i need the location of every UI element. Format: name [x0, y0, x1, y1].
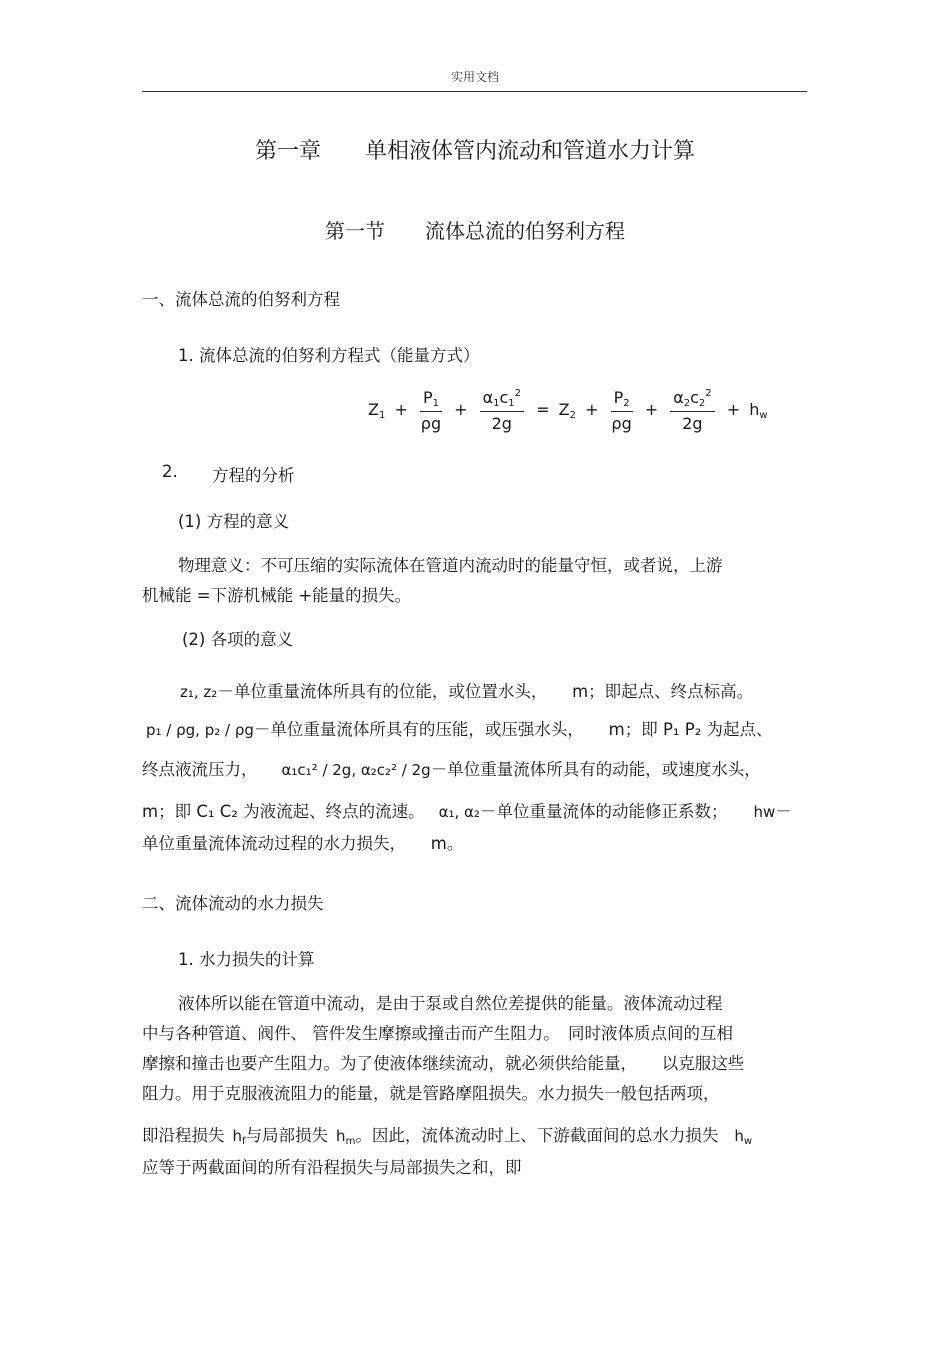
- page-header: 实用文档: [450, 70, 499, 84]
- heading-hydraulic-loss: 二、流体流动的水力损失: [142, 894, 324, 913]
- bernoulli-equation: [368, 388, 768, 433]
- eq-plus: +: [644, 400, 659, 419]
- eq-plus: +: [726, 400, 741, 419]
- eq-z1: $Z_1$: [368, 400, 386, 421]
- term-pressure: p₁ / ρg, p₂ / ρg－单位重量流体所具有的压能，或压强水头， m；即 P₁ P₂ 为起点、: [146, 720, 773, 739]
- symbol-hf: $h_f$: [232, 1127, 246, 1147]
- item-loss-calc: 1. 水力损失的计算: [178, 950, 315, 969]
- eq-plus: +: [394, 400, 408, 419]
- chapter-title: 第一章 单相液体管内流动和管道水力计算: [254, 139, 695, 164]
- eq-head-loss: $h_w$: [749, 400, 768, 421]
- physical-meaning-line-2: 机械能 =下游机械能 +能量的损失。: [142, 586, 412, 605]
- physical-meaning-line-1: 物理意义：不可压缩的实际流体在管道内流动时的能量守恒，或者说，上游: [178, 556, 723, 575]
- item-analysis-number: 2.: [162, 462, 178, 481]
- heading-bernoulli: 一、流体总流的伯努利方程: [142, 290, 340, 309]
- term-elevation: z₁, z₂－单位重量流体所具有的位能，或位置水头， m；即起点、终点标高。: [180, 682, 754, 701]
- sub-terms: (2) 各项的意义: [182, 630, 294, 649]
- eq-velocity-1: $\frac{\alpha_1c_1^2}{2g}$: [480, 388, 524, 433]
- symbol-hw: $h_w$: [734, 1127, 753, 1147]
- header-rule: [142, 91, 807, 92]
- eq-pressure-1: $\frac{P_1}{\rho g}$: [420, 388, 442, 433]
- eq-velocity-2: $\frac{\alpha_2c_2^2}{2g}$: [670, 388, 714, 433]
- item-equation-form: 1. 流体总流的伯努利方程式（能量方式）: [178, 346, 480, 365]
- paragraph-line-2: 中与各种管道、阀件、 管件发生摩擦或撞击而产生阻力。 同时液体质点间的互相: [142, 1024, 733, 1043]
- paragraph-line-6: 应等于两截面间的所有沿程损失与局部损失之和，即: [142, 1158, 522, 1177]
- eq-z2: $Z_2$: [558, 400, 576, 421]
- sub-meaning: (1) 方程的意义: [178, 512, 290, 531]
- symbol-hm: $h_m$: [336, 1127, 356, 1147]
- paragraph-line-4: 阻力。用于克服液流阻力的能量，就是管路摩阻损失。水力损失一般包括两项，: [142, 1084, 720, 1103]
- term-head-loss: 单位重量流体流动过程的水力损失， m。: [142, 834, 464, 853]
- paragraph-line-1: 液体所以能在管道中流动，是由于泵或自然位差提供的能量。液体流动过程: [178, 994, 723, 1013]
- item-analysis-text: 方程的分析: [212, 466, 295, 485]
- paragraph-line-3: 摩擦和撞击也要产生阻力。为了使液体继续流动，就必须供给能量， 以克服这些: [142, 1054, 745, 1073]
- eq-pressure-2: $\frac{P_2}{\rho g}$: [611, 388, 632, 433]
- term-velocity: 终点液流压力， α₁c₁² / 2g, α₂c₂² / 2g－单位重量流体所具有的动能，或速度水头，: [142, 760, 761, 779]
- eq-plus: +: [454, 400, 468, 419]
- eq-plus: +: [585, 400, 599, 419]
- paragraph-line-5: 即沿程损失 $h_f$与局部损失 $h_m$。因此，流体流动时上、下游截面间的总水力损失 $h_w$: [142, 1126, 753, 1147]
- eq-equals: =: [536, 400, 550, 419]
- section-title: 第一节 流体总流的伯努利方程: [325, 219, 625, 243]
- term-coefficient: m；即 C₁ C₂ 为液流起、终点的流速。 α₁, α₂－单位重量流体的动能修正系数； hw－: [142, 802, 792, 821]
